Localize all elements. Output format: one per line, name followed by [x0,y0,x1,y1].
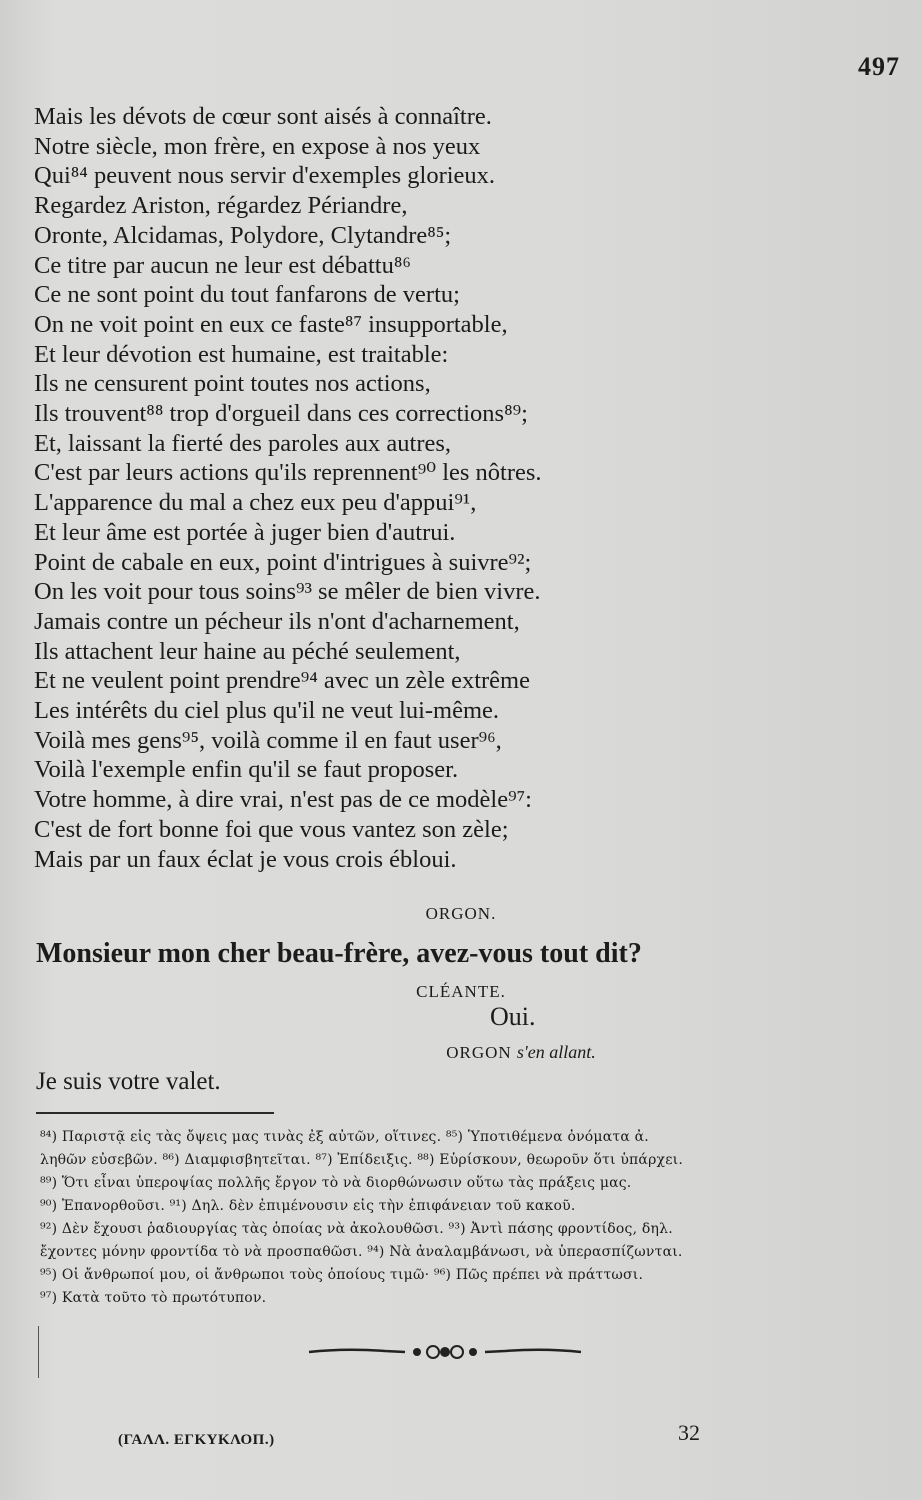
verse-line: Qui⁸⁴ peuvent nous servir d'exemples glorieux. [34,162,496,190]
footnote-line: ἔχοντες μόνην φροντίδα τὸ νὰ προσπαθῶσι. ⁹⁴) Νὰ ἀναλαμβάνωσι, νὰ ὑπερασπίζωνται. [40,1244,683,1260]
verse-line: Ils attachent leur haine au péché seulement, [34,637,461,665]
ornament-divider [305,1340,585,1364]
footnote-line: ληθῶν εὐσεβῶν. ⁸⁶) Διαμφισβητεῖται. ⁸⁷) Ἐπίδειξις. ⁸⁸) Εὑρίσκουν, θεωροῦν ὅτι ὑπάρχει. [40,1152,683,1168]
verse-line: Oronte, Alcidamas, Polydore, Clytandre⁸⁵; [34,221,452,249]
cleante-line: Oui. [490,1002,536,1031]
footnotes [40,1126,890,1310]
footnote-line: ⁹⁷) Κατὰ τοῦτο τὸ πρωτότυπον. [40,1290,267,1306]
verse-line: L'apparence du mal a chez eux peu d'appui⁹¹, [34,489,477,517]
orgon-line: Monsieur mon cher beau-frère, avez-vous tout dit? [36,938,642,969]
verse-line: Regardez Ariston, régardez Périandre, [34,192,408,220]
verse-line: Point de cabale en eux, point d'intrigues à suivre⁹²; [34,548,532,576]
signature-number: 32 [678,1420,700,1445]
footnote-line: ⁹²) Δὲν ἔχουσι ῥαδιουργίας τὰς ὁποίας νὰ ἀκολουθῶσι. ⁹³) Ἀντὶ πάσης φροντίδος, δηλ. [40,1221,673,1237]
signature-mark: (ΓΑΛΛ. ΕΓΚΥΚΛΟΠ.) [118,1432,275,1448]
verse-line: Et leur dévotion est humaine, est traitable: [34,340,449,368]
verse-line: Mais les dévots de cœur sont aisés à connaître. [34,103,492,130]
page-number: 497 [858,52,900,81]
verse-line: Ce ne sont point du tout fanfarons de vertu; [34,281,460,309]
verse-line: C'est par leurs actions qu'ils reprennent⁹⁰ les nôtres. [34,459,542,487]
stage-direction-action: s'en allant. [516,1042,596,1062]
verse-line: Notre siècle, mon frère, en expose à nos yeux [34,132,481,160]
verse-line: Ils ne censurent point toutes nos actions, [34,370,431,398]
verse-line: Jamais contre un pécheur ils n'ont d'acharnement, [34,607,520,635]
verse-line: Ils trouvent⁸⁸ trop d'orgueil dans ces corrections⁸⁹; [34,400,528,428]
speaker-cleante: CLÉANTE. [416,982,506,1001]
footnote-line: ⁹⁰) Ἐπανορθοῦσι. ⁹¹) Δηλ. δὲν ἐπιμένουσιν εἰς τὴν ἐπιφάνειαν τοῦ κακοῦ. [40,1198,576,1214]
verse-line: On les voit pour tous soins⁹³ se mêler de bien vivre. [34,578,541,606]
verse-line: Et ne veulent point prendre⁹⁴ avec un zèle extrême [34,667,530,695]
footnote-rule [36,1112,274,1114]
verse-line: Voilà mes gens⁹⁵, voilà comme il en faut user⁹⁶, [34,726,502,754]
verse-line: Les intérêts du ciel plus qu'il ne veut lui-même. [34,697,500,725]
stage-direction [60,1042,922,1063]
verse-block [34,102,634,874]
orgon-exit-line: Je suis votre valet. [36,1068,221,1095]
footnote-line: ⁸⁴) Παριστᾷ εἰς τὰς ὄψεις μας τινὰς ἐξ αὐτῶν, οἵτινες. ⁸⁵) Ὑποτιθέμενα ὀνόματα ἀ. [40,1129,649,1145]
verse-line: Et, laissant la fierté des paroles aux autres, [34,429,452,457]
verse-line: Et leur âme est portée à juger bien d'autrui. [34,518,456,546]
stage-direction-name: ORGON [446,1043,512,1062]
speaker-orgon: ORGON. [425,904,497,923]
verse-line: On ne voit point en eux ce faste⁸⁷ insupportable, [34,310,508,338]
verse-line: Voilà l'exemple enfin qu'il se faut proposer. [34,756,459,784]
verse-line: Ce titre par aucun ne leur est débattu⁸⁶ [34,251,411,279]
verse-line: Mais par un faux éclat je vous crois ébloui. [34,845,457,873]
verse-line: Votre homme, à dire vrai, n'est pas de ce modèle⁹⁷: [34,786,532,814]
verse-line: C'est de fort bonne foi que vous vantez son zèle; [34,815,509,843]
footnote-line: ⁸⁹) Ὅτι εἶναι ὑπεροψίας πολλῆς ἔργον τὸ νὰ διορθώνωσιν οὕτω τὰς πράξεις μας. [40,1175,632,1191]
margin-line [38,1326,39,1378]
footnote-line: ⁹⁵) Οἱ ἄνθρωποί μου, οἱ ἄνθρωποι τοὺς ὁποίους τιμῶ· ⁹⁶) Πῶς πρέπει νὰ πράττωσι. [40,1267,644,1283]
